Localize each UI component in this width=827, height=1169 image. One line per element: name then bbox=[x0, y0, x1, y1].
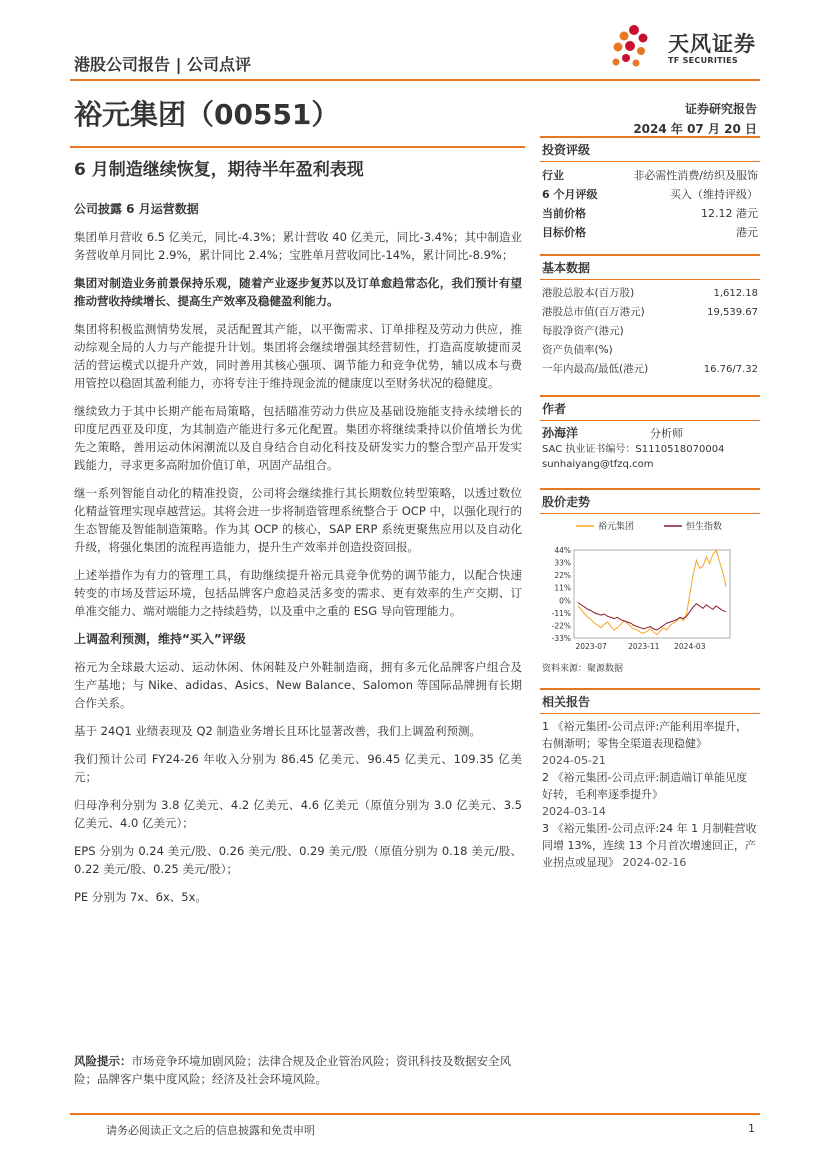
paragraph-company-intro: 裕元为全球最大运动、运动休闲、休闲鞋及户外鞋制造商，拥有多元化品牌客户组合及生产基地；与 Nike、adidas、Asics、New Balance、Salomon 等国际品牌拥有长期合作关系。 bbox=[74, 660, 522, 710]
logo-petals-icon bbox=[613, 25, 648, 67]
related-report-title[interactable]: 2 《裕元集团-公司点评:制造端订单能见度好转，毛利率逐季提升》 bbox=[542, 771, 748, 801]
basic-value: 19,539.67 bbox=[707, 307, 758, 318]
x-tick-label: 2024-03 bbox=[674, 642, 706, 651]
basic-row-bvps bbox=[540, 322, 760, 341]
rating-key: 当前价格 bbox=[542, 207, 586, 220]
basic-row-range bbox=[540, 360, 760, 379]
x-tick-label: 2023-07 bbox=[575, 642, 607, 651]
related-report-title[interactable]: 3 《裕元集团-公司点评:24 年 1 月制鞋营收同增 13%，连续 13 个月首次增速回正，产业拐点或显现》 bbox=[542, 822, 757, 869]
y-tick-label: 33% bbox=[554, 558, 571, 568]
disclaimer-note: 请务必阅读正文之后的信息披露和免责申明 bbox=[106, 1124, 315, 1137]
rating-value: 港元 bbox=[736, 226, 758, 239]
rating-value: 非必需性消费/纺织及服饰 bbox=[633, 169, 758, 182]
rating-row-industry bbox=[540, 166, 760, 185]
basic-row-mktcap bbox=[540, 303, 760, 322]
basic-key: 港股总市值(百万港元) bbox=[542, 306, 645, 318]
page-number: 1 bbox=[748, 1122, 755, 1135]
rating-heading: 投资评级 bbox=[540, 136, 760, 162]
y-tick-label: -11% bbox=[551, 608, 571, 618]
paragraph-pe-forecast: PE 分别为 7x、6x、5x。 bbox=[74, 890, 207, 904]
title-divider bbox=[70, 146, 525, 148]
sidebar bbox=[540, 136, 760, 871]
basic-row-shares bbox=[540, 284, 760, 303]
paragraph-revenue-forecast: 我们预计公司 FY24-26 年收入分别为 86.45 亿美元、96.45 亿美元、109.35 亿美元； bbox=[74, 752, 522, 784]
related-report-date: 2024-05-21 bbox=[542, 754, 606, 767]
series-line bbox=[578, 550, 726, 635]
basic-key: 资产负债率(%) bbox=[542, 344, 613, 356]
report-headline: 6 月制造继续恢复，期待半年盈利表现 bbox=[74, 160, 364, 180]
y-tick-label: 44% bbox=[554, 546, 571, 555]
basic-key: 港股总股本(百万股) bbox=[542, 287, 635, 299]
risk-warning bbox=[74, 1052, 522, 1088]
risk-text: 市场竞争环境加剧风险；法律合规及企业管治风险；资讯科技及数据安全风险；品牌客户集中度风险；经济及社会环境风险。 bbox=[74, 1054, 511, 1086]
basic-key: 一年内最高/最低(港元) bbox=[542, 363, 649, 375]
footer-divider bbox=[70, 1113, 760, 1115]
paragraph-forecast-basis: 基于 24Q1 业绩表现及 Q2 制造业务增长且环比显著改善，我们上调盈利预测。 bbox=[74, 724, 481, 738]
author-email[interactable]: sunhaiyang@tfzq.com bbox=[542, 459, 654, 470]
related-report-item[interactable] bbox=[540, 718, 760, 769]
paragraph-eps-forecast: EPS 分别为 0.24 美元/股、0.26 美元/股、0.29 美元/股（原值分别为 0.18 美元/股、0.22 美元/股、0.25 美元/股）； bbox=[74, 844, 522, 876]
logo-text: 天风证券 bbox=[668, 32, 756, 56]
rating-row-price bbox=[540, 204, 760, 223]
company-title: 裕元集团（00551） bbox=[74, 98, 340, 131]
risk-label: 风险提示： bbox=[74, 1054, 132, 1068]
related-report-date: 2024-02-16 bbox=[622, 856, 687, 869]
rating-key: 目标价格 bbox=[542, 226, 586, 239]
basic-key: 每股净资产(港元) bbox=[542, 325, 624, 337]
main-body bbox=[74, 200, 522, 916]
legend-label: 裕元集团 bbox=[598, 522, 635, 532]
related-report-item[interactable] bbox=[540, 769, 760, 820]
rating-row-target bbox=[540, 223, 760, 242]
basic-value: 16.76/7.32 bbox=[703, 364, 758, 375]
y-tick-label: 0% bbox=[559, 596, 571, 606]
related-report-title[interactable]: 1 《裕元集团-公司点评:产能利用率提升，右侧渐明；零售全渠道表现稳健》 bbox=[542, 720, 748, 750]
author-name: 孙海洋 bbox=[542, 426, 579, 440]
stock-chart-heading: 股价走势 bbox=[540, 488, 760, 514]
author-sac: SAC 执业证书编号：S1110518070004 bbox=[542, 444, 725, 455]
related-report-date: 2024-03-14 bbox=[542, 805, 606, 818]
paragraph-ops-data: 集团单月营收 6.5 亿美元，同比-4.3%；累计营收 40 亿美元，同比-3.4%；其中制造业务营收单月同比 2.9%，累计同比 2.4%；宝胜单月营收同比-14%，累计同比-8.9%； bbox=[74, 230, 522, 262]
rating-key: 6 个月评级 bbox=[542, 188, 598, 201]
report-type: 证券研究报告 bbox=[684, 102, 757, 116]
rating-row-6m bbox=[540, 185, 760, 204]
basic-row-leverage bbox=[540, 341, 760, 360]
paragraph-strategy: 继续致力于其中长期产能布局策略，包括瞄准劳动力供应及基础设施能支持永续增长的印度尼西亚及印度，为其制造产能进行多元化配置。集团亦将继续秉持以价值增长为优先之策略，善用运动休闲潮流以及自身结合自动化科技及研发实力的整合型产品开发实践能力，寻求更多高附加价值订单，巩固产品组合。 bbox=[74, 404, 522, 472]
paragraph-capacity: 集团将积极监测情势发展，灵活配置其产能，以平衡需求、订单排程及劳动力供应，推动综观全局的人力与产能提升计划。集团将会继续增强其经营韧性，打造高度敏捷而灵活的营运模式以提升产效，同时善用其核心强项、调节能力和竞争优势，辅以成本与费用管控以稳固其盈利能力，亦将专注于维持现金流的健康度以至财务状况的稳健度。 bbox=[74, 322, 522, 390]
paragraph-outlook: 集团对制造业务前景保持乐观，随着产业逐步复苏以及订单愈趋常态化，我们预计有望推动营收持续增长、提高生产效率及稳健盈利能力。 bbox=[74, 276, 522, 308]
header-divider bbox=[70, 79, 760, 81]
basic-value: 1,612.18 bbox=[713, 288, 758, 299]
legend-label: 恒生指数 bbox=[686, 522, 723, 532]
rating-key: 行业 bbox=[542, 169, 564, 182]
y-tick-label: 22% bbox=[554, 571, 571, 581]
y-tick-label: -22% bbox=[551, 621, 571, 631]
paragraph-management: 上述举措作为有力的管理工具，有助继续提升裕元具竞争优势的调节能力，以配合快速转变的市场及营运环境，包括品牌客户愈趋灵活多变的需求、更有效率的生产交期、订单准交能力、端对端能力之持续趋势，以及重中之重的 ESG 导向管理能力。 bbox=[74, 568, 522, 618]
chart-source: 资料来源：聚源数据 bbox=[542, 664, 624, 674]
stock-price-chart bbox=[540, 514, 760, 656]
basic-data-heading: 基本数据 bbox=[540, 254, 760, 280]
author-heading: 作者 bbox=[540, 395, 760, 421]
report-date: 2024 年 07 月 20 日 bbox=[633, 122, 757, 136]
rating-value: 买入（维持评级） bbox=[670, 188, 758, 201]
author-role: 分析师 bbox=[650, 427, 683, 440]
paragraph-profit-forecast: 归母净利分别为 3.8 亿美元、4.2 亿美元、4.6 亿美元（原值分别为 3.0 亿美元、3.5 亿美元、4.0 亿美元）； bbox=[74, 798, 522, 830]
related-reports-heading: 相关报告 bbox=[540, 688, 760, 714]
y-tick-label: -33% bbox=[551, 634, 571, 643]
paragraph-digital: 继一系列智能自动化的精准投资，公司将会继续推行其长期数位转型策略，以透过数位化精益管理实现卓越营运。其将会进一步将制造管理系统整合于 OCP 中，以强化现行的生态智能及智能制造策略。作为其 OCP 的核心，SAP ERP 系统更聚焦应用以及自动化升级，将强化集团的流程再造能力，提升生产效率并创造投资回报。 bbox=[74, 486, 522, 554]
section-heading-ops: 公司披露 6 月运营数据 bbox=[74, 202, 199, 216]
rating-value: 12.12 港元 bbox=[701, 207, 758, 220]
logo-subtext: TF SECURITIES bbox=[668, 56, 738, 65]
series-line bbox=[578, 603, 726, 630]
related-report-item[interactable] bbox=[540, 820, 760, 871]
y-tick-label: 11% bbox=[554, 583, 571, 593]
section-heading-forecast: 上调盈利预测，维持“买入”评级 bbox=[74, 632, 246, 646]
x-tick-label: 2023-11 bbox=[628, 642, 660, 651]
report-category: 港股公司报告 | 公司点评 bbox=[74, 55, 251, 74]
